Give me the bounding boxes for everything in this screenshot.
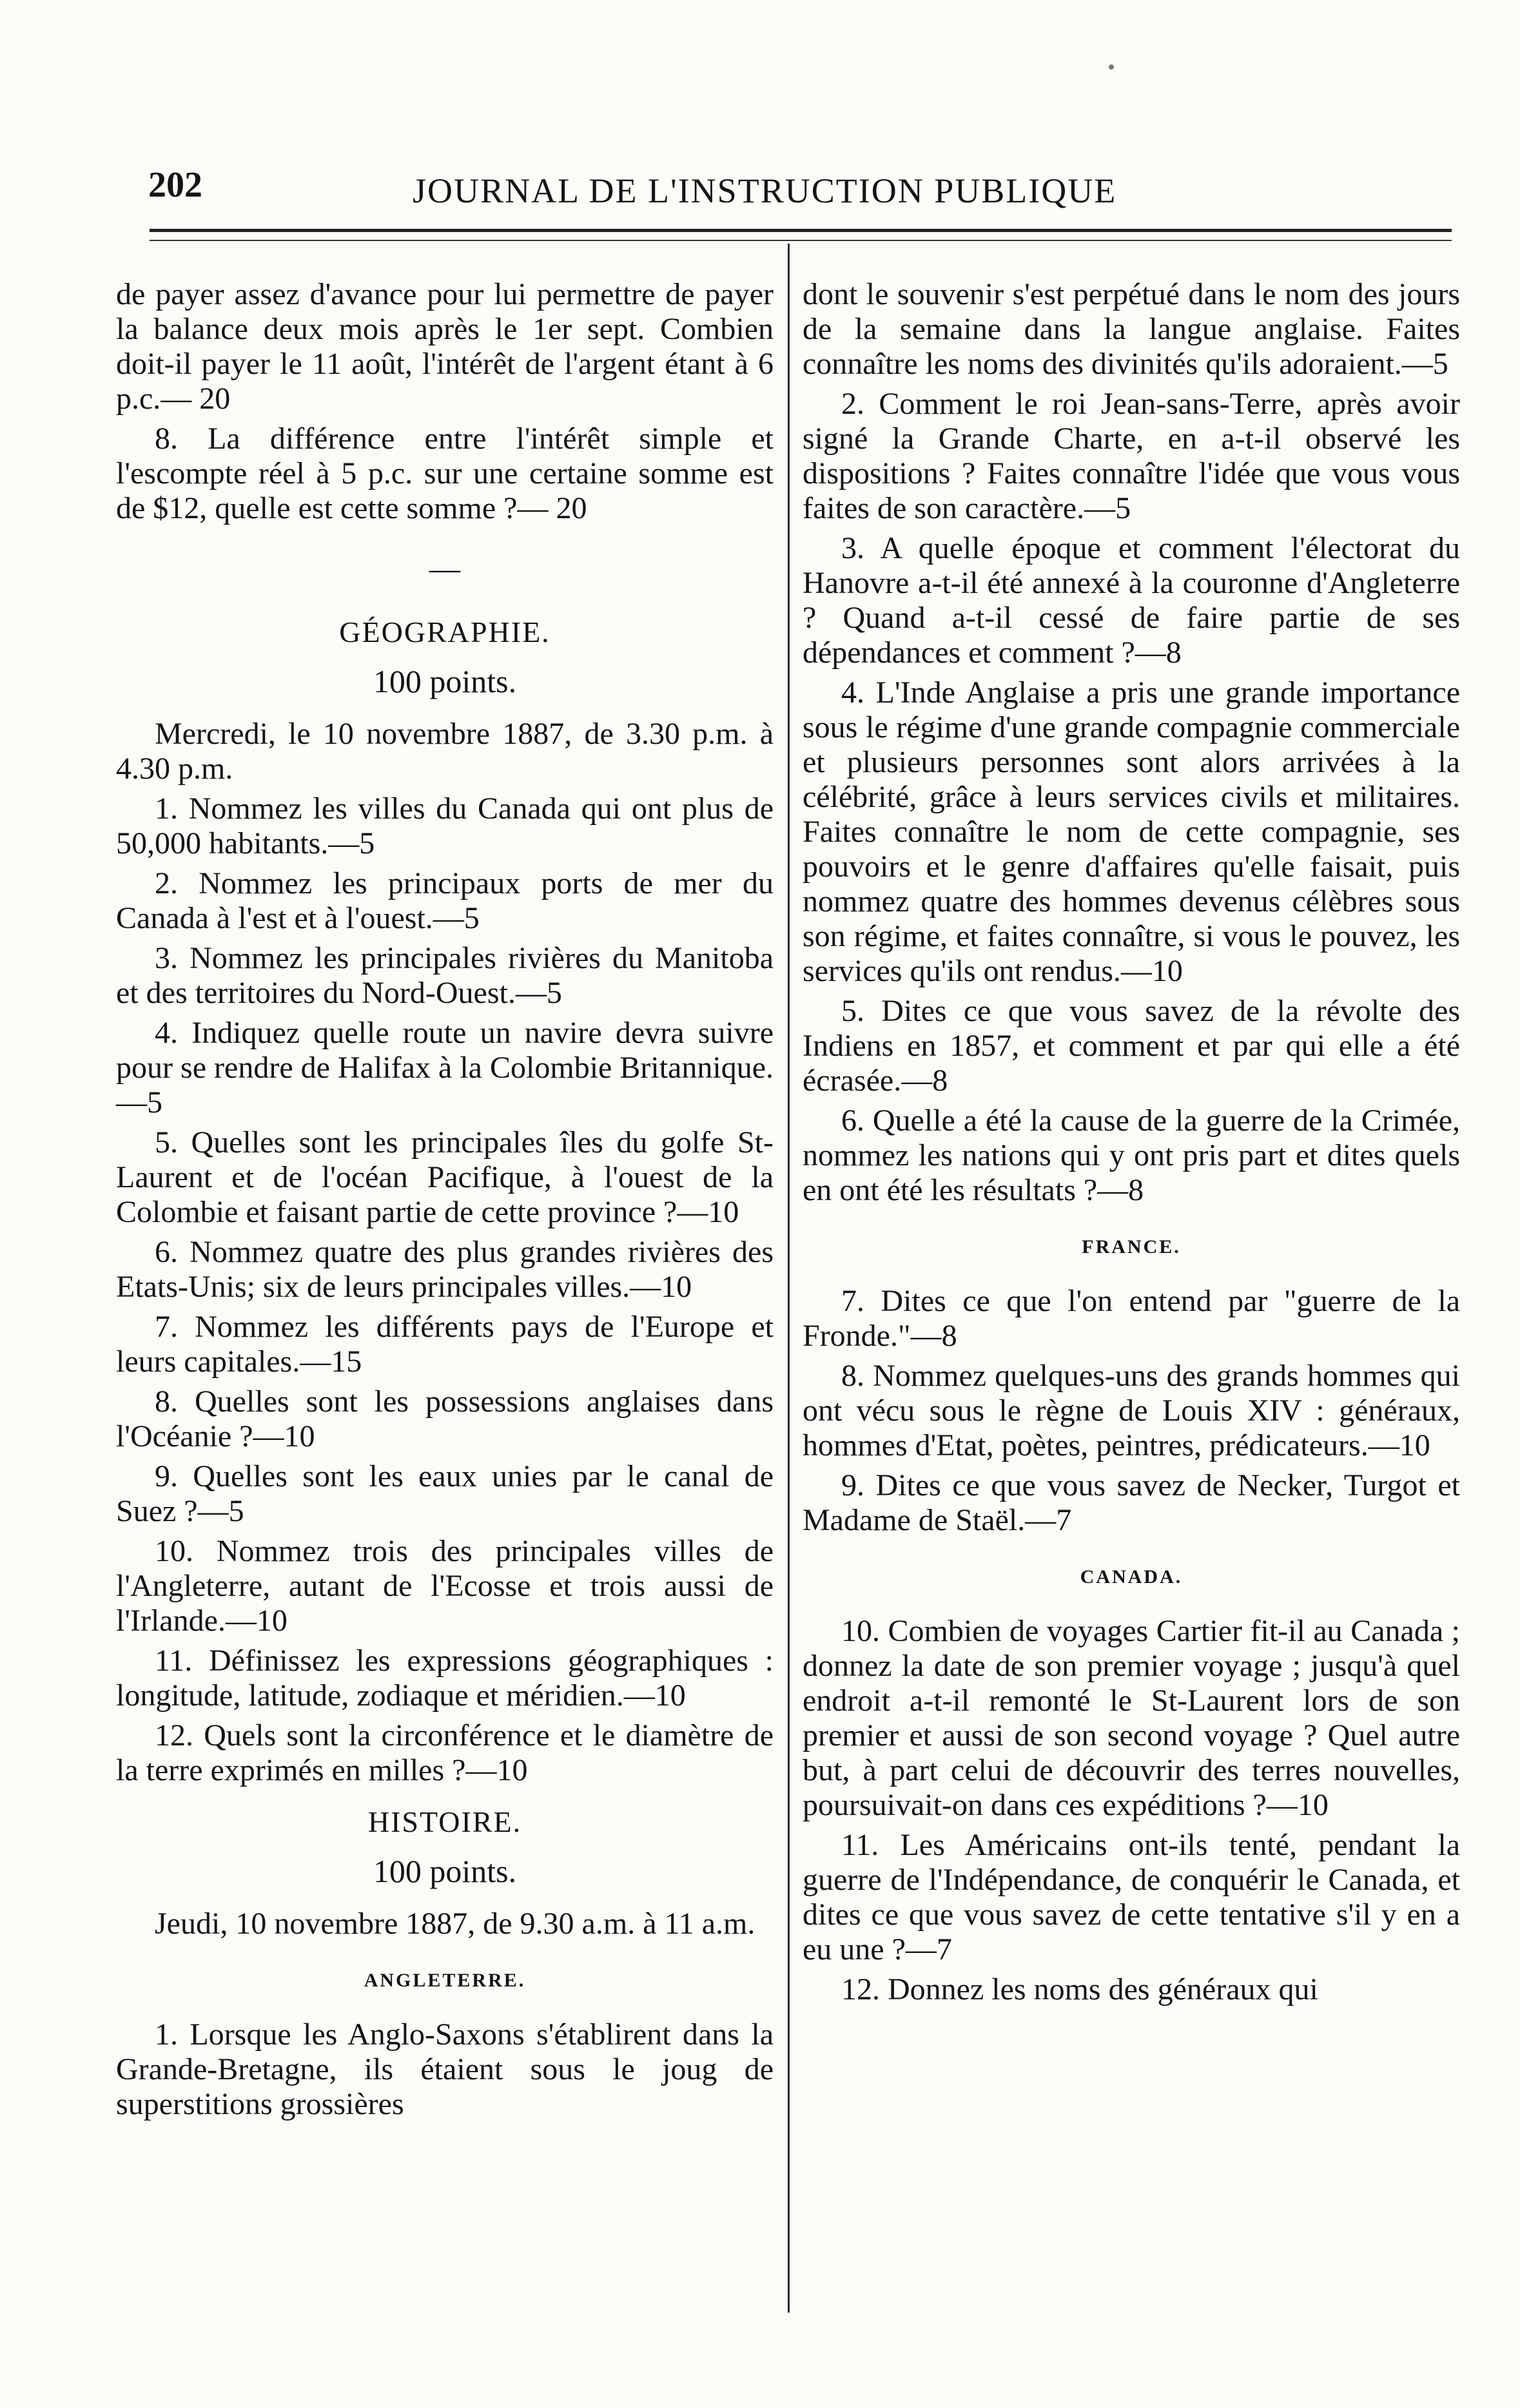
section-separator: —: [429, 552, 460, 586]
column-divider: [788, 244, 790, 2313]
geo-question: 7. Nommez les différents pays de l'Europe et leurs capitales.—15: [116, 1310, 774, 1379]
geo-question: 6. Nommez quatre des plus grandes rivières des Etats-Unis; six de leurs principales villes.—10: [116, 1235, 774, 1304]
geo-question: 1. Nommez les villes du Canada qui ont plus de 50,000 habitants.—5: [116, 791, 774, 860]
hist-question: 11. Les Américains ont-ils tenté, pendant la guerre de l'Indépendance, de conquérir le Canada, et dites ce que vous savez de cette tentative s'il y en a eu une ?—7: [803, 1828, 1460, 1966]
hist-question: 10. Combien de voyages Cartier fit-il au Canada ; donnez la date de son premier voyage ; jusqu'à quel endroit a-t-il remonté le St-Laurent lors de son premier et aussi de son second voyage ? Quel autre but, à part celui de découvrir des terres nouvelles, poursuivait-on dans ces expéditions ?—10: [803, 1614, 1460, 1822]
hist-question: 6. Quelle a été la cause de la guerre de la Crimée, nommez les nations qui y ont pris part et dites quels en ont été les résultats ?—8: [803, 1103, 1460, 1207]
france-heading: FRANCE.: [1082, 1236, 1181, 1257]
header-rule-thick: [150, 229, 1452, 232]
journal-title: JOURNAL DE L'INSTRUCTION PUBLIQUE: [413, 171, 1117, 210]
geo-question: 10. Nommez trois des principales villes de l'Angleterre, autant de l'Ecosse et trois aussi de l'Irlande.—10: [116, 1534, 774, 1638]
hist-question-1-start: 1. Lorsque les Anglo-Saxons s'établirent dans la Grande-Bretagne, ils étaient sous le joug de superstitions grossières: [116, 2017, 774, 2121]
left-column: [116, 277, 774, 2127]
geo-question: 3. Nommez les principales rivières du Manitoba et des territoires du Nord-Ouest.—5: [116, 941, 774, 1010]
ink-speck: [1109, 64, 1114, 70]
canada-heading: CANADA.: [1080, 1566, 1183, 1588]
hist-question: 9. Dites ce que vous savez de Necker, Turgot et Madame de Staël.—7: [803, 1468, 1460, 1537]
geo-question: 9. Quelles sont les eaux unies par le canal de Suez ?—5: [116, 1459, 774, 1528]
hist-question-1-end: dont le souvenir s'est perpétué dans le nom des jours de la semaine dans la langue anglaise. Faites connaître les noms des divinités qu'ils adoraient.—5: [803, 277, 1460, 381]
hist-question: 12. Donnez les noms des généraux qui: [841, 1972, 1318, 2006]
right-column: [803, 277, 1460, 2012]
hist-question: 5. Dites ce que vous savez de la révolte des Indiens en 1857, et comment et par qui elle a été écrasée.—8: [803, 994, 1460, 1098]
geo-question: 11. Définissez les expressions géographiques : longitude, latitude, zodiaque et méridien.—10: [116, 1644, 774, 1713]
geography-points: 100 points.: [373, 663, 517, 699]
geo-question: 5. Quelles sont les principales îles du golfe St-Laurent et de l'océan Pacifique, à l'ouest de la Colombie et faisant partie de cette province ?—10: [116, 1125, 774, 1229]
hist-question: 7. Dites ce que l'on entend par "guerre de la Fronde."—8: [803, 1284, 1460, 1353]
history-points: 100 points.: [373, 1853, 517, 1889]
history-date: Jeudi, 10 novembre 1887, de 9.30 a.m. à 11 a.m.: [155, 1907, 755, 1941]
hist-question: 4. L'Inde Anglaise a pris une grande importance sous le régime d'une grande compagnie commerciale et plusieurs personnes sont alors arrivées à la célébrité, grâce à leurs services civils et militaires. Faites connaître le nom de cette compagnie, ses pouvoirs et le genre d'affaires qu'elle faisait, puis nommez quatre des hommes devenus célèbres sous son régime, et faites connaître, si vous le pouvez, les services qu'ils ont rendus.—10: [803, 675, 1460, 988]
header-rule-thin: [150, 240, 1452, 241]
hist-question: 8. Nommez quelques-uns des grands hommes qui ont vécu sous le règne de Louis XIV : généraux, hommes d'Etat, poètes, peintres, prédicateurs.—10: [803, 1359, 1460, 1462]
intro-continuation: de payer assez d'avance pour lui permettre de payer la balance deux mois après le 1er sept. Combien doit-il payer le 11 août, l'intérêt de l'argent étant à 6 p.c.— 20: [116, 277, 774, 416]
hist-question: 2. Comment le roi Jean-sans-Terre, après avoir signé la Grande Charte, en a-t-il observé les dispositions ? Faites connaître l'idée que vous vous faites de son caractère.—5: [803, 387, 1460, 525]
arith-question-8: 8. La différence entre l'intérêt simple et l'escompte réel à 5 p.c. sur une certaine somme est de $12, quelle est cette somme ?— 20: [116, 422, 774, 525]
geography-title: GÉOGRAPHIE.: [339, 616, 551, 648]
geo-question: 12. Quels sont la circonférence et le diamètre de la terre exprimés en milles ?—10: [116, 1718, 774, 1787]
geo-question: 8. Quelles sont les possessions anglaises dans l'Océanie ?—10: [116, 1384, 774, 1453]
history-title: HISTOIRE.: [367, 1805, 522, 1838]
geography-date: Mercredi, le 10 novembre 1887, de 3.30 p.m. à 4.30 p.m.: [116, 717, 774, 786]
geo-question: 4. Indiquez quelle route un navire devra suivre pour se rendre de Halifax à la Colombie Britannique.—5: [116, 1016, 774, 1120]
page-number: 202: [148, 165, 202, 205]
geo-question: 2. Nommez les principaux ports de mer du Canada à l'est et à l'ouest.—5: [116, 866, 774, 935]
hist-question: 3. A quelle époque et comment l'électorat du Hanovre a-t-il été annexé à la couronne d'Angleterre ? Quand a-t-il cessé de faire partie de ses dépendances et comment ?—8: [803, 531, 1460, 670]
page-header: [129, 164, 1225, 222]
angleterre-heading: ANGLETERRE.: [364, 1970, 526, 1991]
